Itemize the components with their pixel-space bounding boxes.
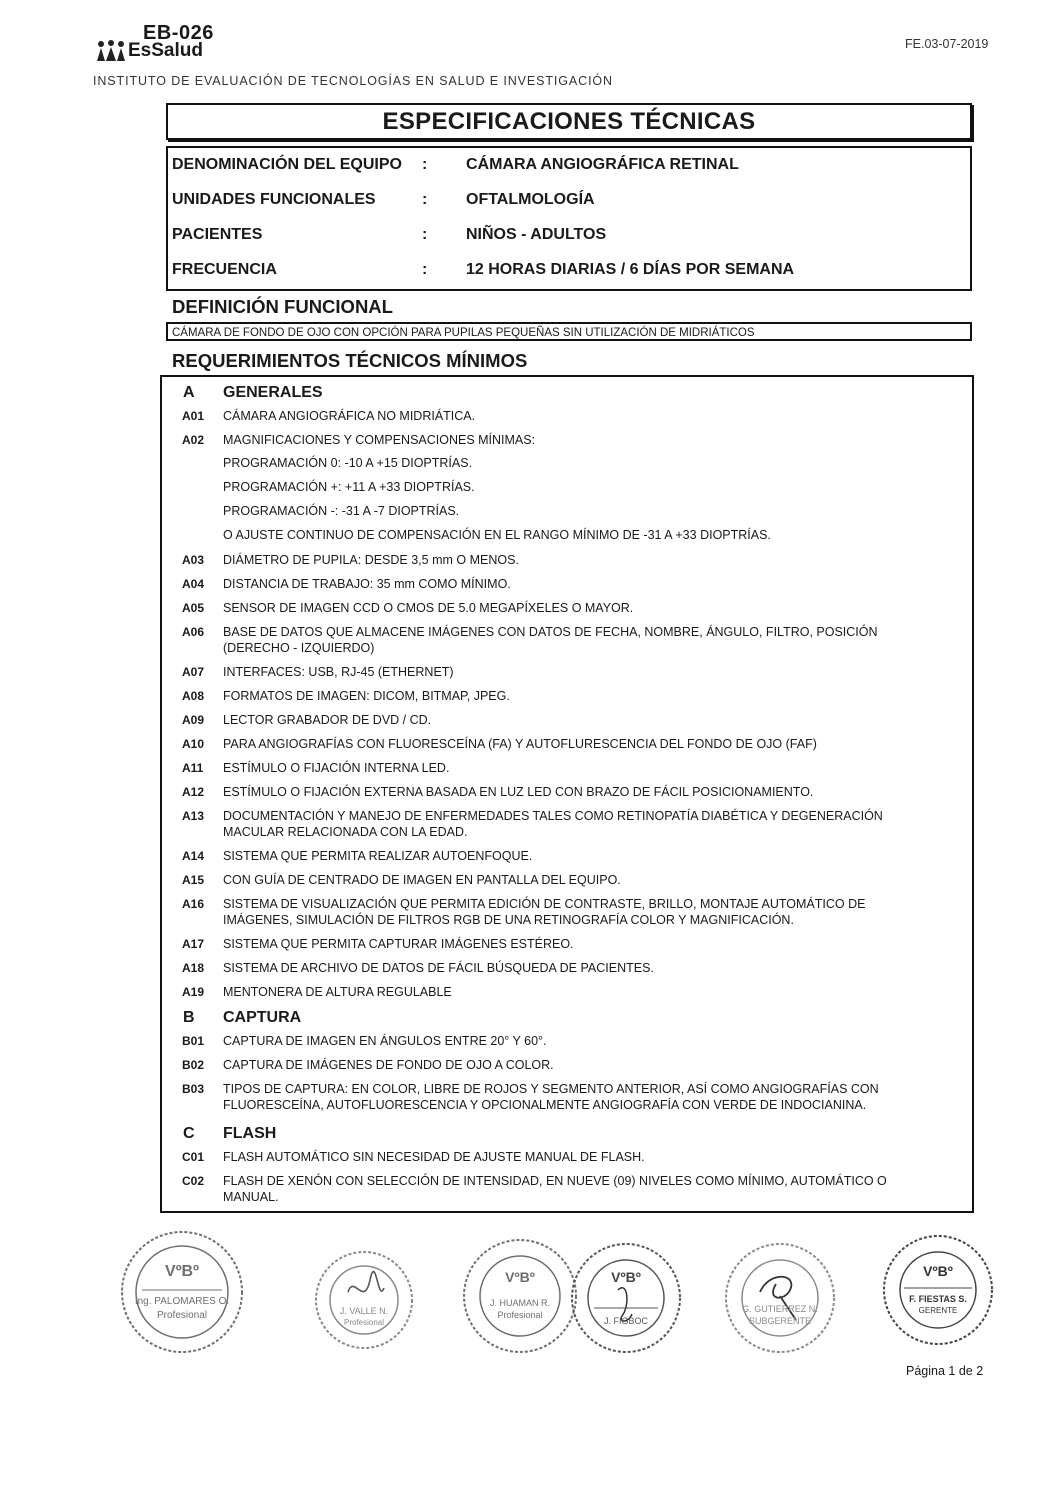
category-letter: A xyxy=(183,384,195,401)
item-code: C01 xyxy=(182,1150,205,1164)
stamp-name: G. GUTIERREZ N. xyxy=(742,1304,818,1314)
stamp-vobo: VºBº xyxy=(923,1263,953,1279)
item-code: A03 xyxy=(182,553,205,567)
item-text: CAPTURA DE IMAGEN EN ÁNGULOS ENTRE 20° Y 60°. xyxy=(223,1034,547,1048)
requirements-box xyxy=(160,375,974,1213)
item-text: CON GUÍA DE CENTRADO DE IMAGEN EN PANTALLA DEL EQUIPO. xyxy=(223,873,621,887)
stamp-vobo: VºBº xyxy=(165,1263,199,1280)
approval-stamp-1 xyxy=(118,1228,246,1356)
item-text: FLASH AUTOMÁTICO SIN NECESIDAD DE AJUSTE MANUAL DE FLASH. xyxy=(223,1150,645,1164)
sub-item: PROGRAMACIÓN +: +11 A +33 DIOPTRÍAS. xyxy=(223,480,475,494)
item-text: ESTÍMULO O FIJACIÓN EXTERNA BASADA EN LUZ LED CON BRAZO DE FÁCIL POSICIONAMIENTO. xyxy=(223,785,814,799)
item-text: ESTÍMULO O FIJACIÓN INTERNA LED. xyxy=(223,761,450,775)
info-separator: : xyxy=(422,226,428,243)
stamp-name: J. HUAMAN R. xyxy=(489,1298,551,1308)
stamp-role: GERENTE xyxy=(918,1306,958,1315)
item-code: A16 xyxy=(182,897,205,911)
item-code: A05 xyxy=(182,601,205,615)
item-text: MAGNIFICACIONES Y COMPENSACIONES MÍNIMAS: xyxy=(223,433,536,447)
stamp-role: Profesional xyxy=(156,1310,208,1321)
item-text: SISTEMA QUE PERMITA REALIZAR AUTOENFOQUE. xyxy=(223,849,533,863)
stamp-name: J. FIGBOC xyxy=(603,1316,649,1326)
stamp-role: SUBGERENTE xyxy=(748,1316,812,1326)
item-code: A02 xyxy=(182,433,205,447)
category-name: CAPTURA xyxy=(223,1009,302,1026)
item-code: C02 xyxy=(182,1174,205,1188)
page-title: ESPECIFICACIONES TÉCNICAS xyxy=(382,107,756,135)
essalud-logo xyxy=(96,40,203,62)
approval-stamp-3 xyxy=(460,1236,580,1356)
institute-name: INSTITUTO DE EVALUACIÓN DE TECNOLOGÍAS EN SALUD E INVESTIGACIÓN xyxy=(93,74,613,88)
item-text: DOCUMENTACIÓN Y MANEJO DE ENFERMEDADES TALES COMO RETINOPATÍA DIABÉTICA Y DEGENERACIÓN MACULAR RELACIONADA CON LA EDAD. xyxy=(223,809,883,839)
category-b xyxy=(162,1009,462,1029)
info-row-denominacion xyxy=(172,153,966,177)
logo-text: EsSalud xyxy=(128,40,203,61)
info-row-unidades xyxy=(172,188,966,212)
info-value: NIÑOS - ADULTOS xyxy=(466,226,607,243)
stamp-vobo: VºBº xyxy=(611,1269,641,1285)
stamp-name: J. VALLE N. xyxy=(339,1306,389,1316)
item-text: SISTEMA DE VISUALIZACIÓN QUE PERMITA EDICIÓN DE CONTRASTE, BRILLO, MONTAJE AUTOMÁTICO DE IMÁGENES, SIMULACIÓN DE FILTROS RGB DE UNA RETINOGRAFÍA COLOR Y MAGNIFICACIÓN. xyxy=(223,897,866,927)
item-text: CAPTURA DE IMÁGENES DE FONDO DE OJO A COLOR. xyxy=(223,1058,554,1072)
equipment-info-box xyxy=(166,146,972,291)
info-label: UNIDADES FUNCIONALES xyxy=(172,191,376,208)
info-separator: : xyxy=(422,261,428,278)
item-text: FORMATOS DE IMAGEN: DICOM, BITMAP, JPEG. xyxy=(223,689,510,703)
definition-heading: DEFINICIÓN FUNCIONAL xyxy=(172,296,393,317)
category-name: GENERALES xyxy=(223,384,323,401)
item-code: A11 xyxy=(182,761,204,775)
item-text: DIÁMETRO DE PUPILA: DESDE 3,5 mm O MENOS. xyxy=(223,553,519,567)
approval-stamp-5 xyxy=(722,1240,838,1356)
item-text: CÁMARA ANGIOGRÁFICA NO MIDRIÁTICA. xyxy=(223,409,476,423)
item-text: TIPOS DE CAPTURA: EN COLOR, LIBRE DE ROJOS Y SEGMENTO ANTERIOR, ASÍ COMO ANGIOGRAFÍAS CON FLUORESCEÍNA, AUTOFLUORESCENCIA Y OPCIONALMENTE ANGIOGRAFÍA CON VERDE DE INDOCIANINA. xyxy=(223,1082,879,1112)
info-value: CÁMARA ANGIOGRÁFICA RETINAL xyxy=(466,156,739,173)
stamp-vobo: VºBº xyxy=(505,1269,535,1285)
requirements-heading: REQUERIMIENTOS TÉCNICOS MÍNIMOS xyxy=(172,350,528,371)
stamp-name: F. FIESTAS S. xyxy=(909,1294,967,1304)
item-code: A10 xyxy=(182,737,205,751)
stamp-name: Ing. PALOMARES O. xyxy=(134,1296,230,1307)
definition-text: CÁMARA DE FONDO DE OJO CON OPCIÓN PARA PUPILAS PEQUEÑAS SIN UTILIZACIÓN DE MIDRIÁTICOS xyxy=(166,322,972,341)
approval-stamp-4 xyxy=(568,1240,684,1356)
approval-stamp-2 xyxy=(312,1248,416,1352)
item-code: A12 xyxy=(182,785,205,799)
item-text: LECTOR GRABADOR DE DVD / CD. xyxy=(223,713,432,727)
item-code: A15 xyxy=(182,873,205,887)
item-code: A13 xyxy=(182,809,205,823)
item-text: SISTEMA QUE PERMITA CAPTURAR IMÁGENES ESTÉREO. xyxy=(223,937,574,951)
item-code: A07 xyxy=(182,665,205,679)
item-code: B02 xyxy=(182,1058,205,1072)
info-separator: : xyxy=(422,156,428,173)
item-text: SENSOR DE IMAGEN CCD O CMOS DE 5.0 MEGAPÍXELES O MAYOR. xyxy=(223,601,634,615)
item-code: A08 xyxy=(182,689,205,703)
item-text: PARA ANGIOGRAFÍAS CON FLUORESCEÍNA (FA) Y AUTOFLURESCENCIA DEL FONDO DE OJO (FAF) xyxy=(223,737,817,751)
info-label: DENOMINACIÓN DEL EQUIPO xyxy=(172,156,402,173)
fe-date: FE.03-07-2019 xyxy=(905,37,989,51)
info-row-pacientes xyxy=(172,223,966,247)
category-a xyxy=(162,384,462,404)
info-value: OFTALMOLOGÍA xyxy=(466,191,595,208)
item-code: A17 xyxy=(182,937,205,951)
info-label: PACIENTES xyxy=(172,226,263,243)
item-text: DISTANCIA DE TRABAJO: 35 mm COMO MÍNIMO. xyxy=(223,577,511,591)
info-value: 12 HORAS DIARIAS / 6 DÍAS POR SEMANA xyxy=(466,261,795,278)
item-text: MENTONERA DE ALTURA REGULABLE xyxy=(223,985,452,999)
signature-icon xyxy=(348,1272,384,1292)
people-logo-icon xyxy=(96,40,126,62)
info-row-frecuencia xyxy=(172,258,966,282)
stamp-role: Profesional xyxy=(497,1310,543,1320)
document-code: EB-026 xyxy=(143,22,214,44)
item-code: B03 xyxy=(182,1082,205,1096)
info-separator: : xyxy=(422,191,428,208)
item-code: A01 xyxy=(182,409,205,423)
category-letter: C xyxy=(183,1125,195,1142)
page-number: Página 1 de 2 xyxy=(906,1364,984,1378)
info-label: FRECUENCIA xyxy=(172,261,277,278)
category-c xyxy=(162,1125,462,1145)
sub-item: PROGRAMACIÓN 0: -10 A +15 DIOPTRÍAS. xyxy=(223,456,473,470)
item-text: BASE DE DATOS QUE ALMACENE IMÁGENES CON DATOS DE FECHA, NOMBRE, ÁNGULO, FILTRO, POSICIÓN (DERECHO - IZQUIERDO) xyxy=(223,625,878,655)
item-code: A09 xyxy=(182,713,205,727)
item-code: A14 xyxy=(182,849,205,863)
sub-item: O AJUSTE CONTINUO DE COMPENSACIÓN EN EL RANGO MÍNIMO DE -31 A +33 DIOPTRÍAS. xyxy=(223,528,771,542)
item-code: A19 xyxy=(182,985,205,999)
sub-item: PROGRAMACIÓN -: -31 A -7 DIOPTRÍAS. xyxy=(223,504,460,518)
item-text: INTERFACES: USB, RJ-45 (ETHERNET) xyxy=(223,665,454,679)
item-code: A18 xyxy=(182,961,205,975)
item-text: SISTEMA DE ARCHIVO DE DATOS DE FÁCIL BÚSQUEDA DE PACIENTES. xyxy=(223,961,654,975)
item-code: A04 xyxy=(182,577,205,591)
category-letter: B xyxy=(183,1009,195,1026)
category-name: FLASH xyxy=(223,1125,277,1142)
approval-stamp-6 xyxy=(880,1232,996,1348)
item-code: A06 xyxy=(182,625,205,639)
item-text: FLASH DE XENÓN CON SELECCIÓN DE INTENSIDAD, EN NUEVE (09) NIVELES COMO MÍNIMO, AUTOMÁTICO O MANUAL. xyxy=(223,1174,887,1204)
item-code: B01 xyxy=(182,1034,205,1048)
stamp-role: Profesional xyxy=(343,1318,385,1327)
title-box xyxy=(166,103,972,140)
